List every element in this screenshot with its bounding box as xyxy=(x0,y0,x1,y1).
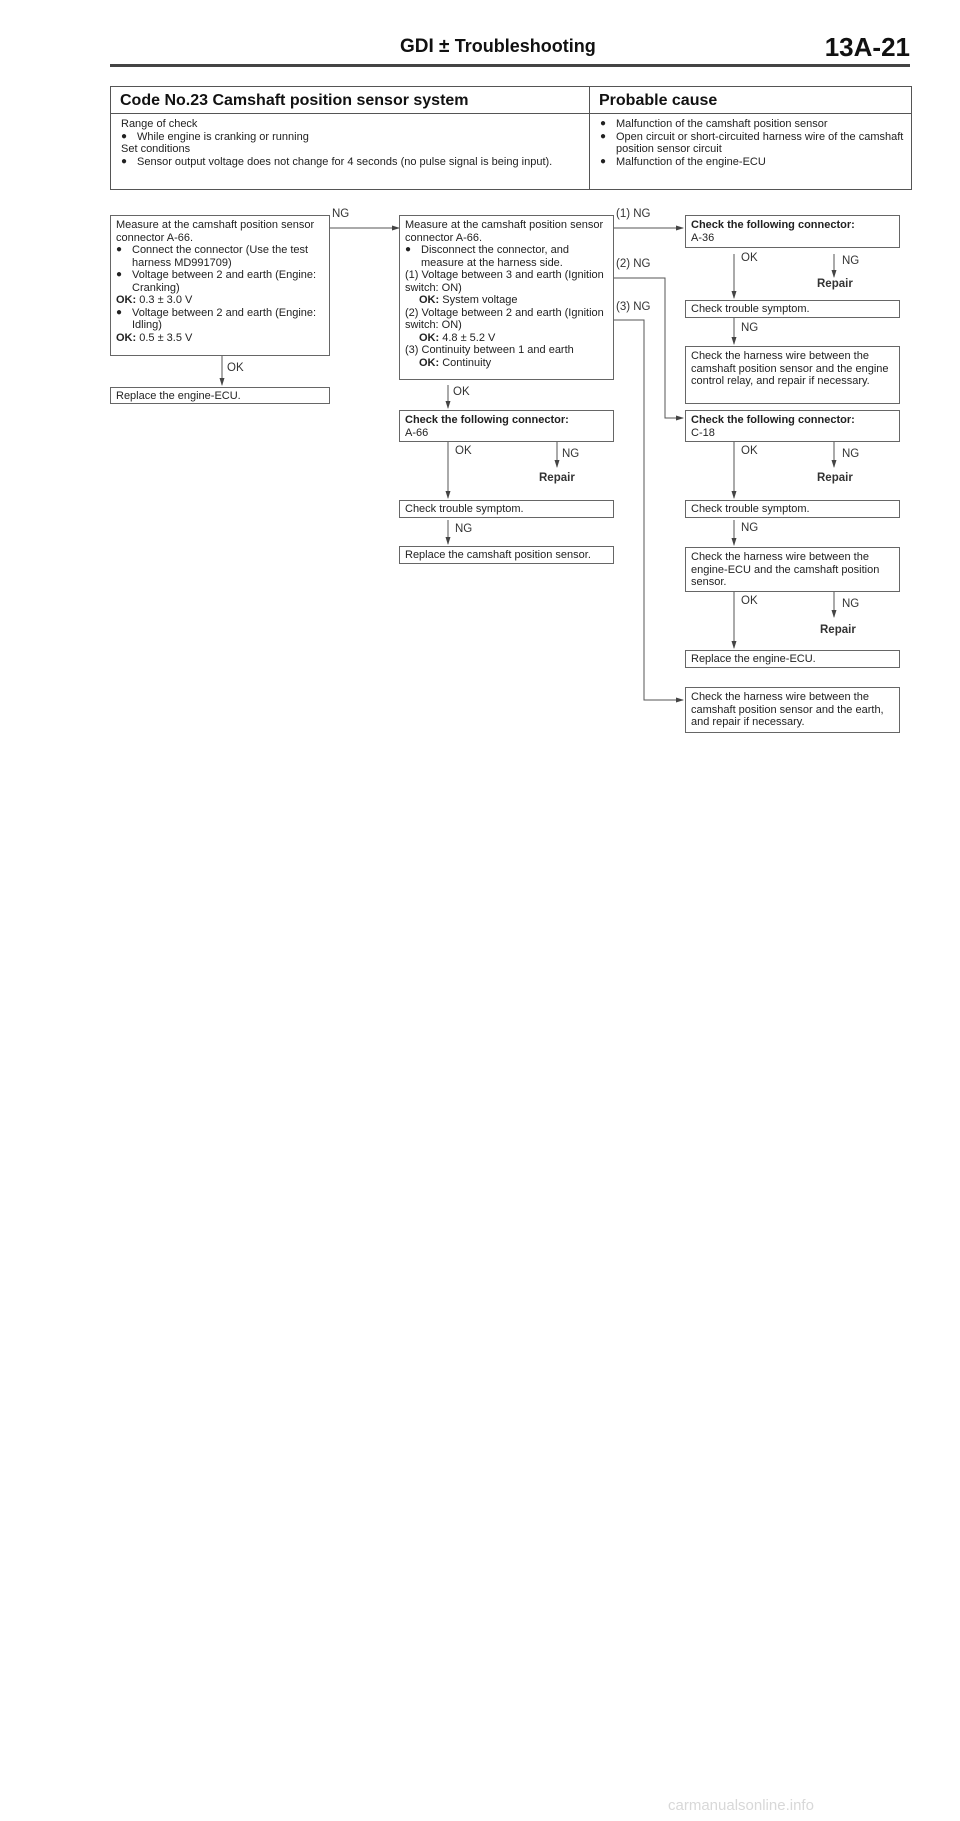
step1-bullet: ● Voltage between 2 and earth (Engine: Cranking) xyxy=(116,269,324,294)
ng-label: NG xyxy=(562,448,580,460)
step1-measure-box xyxy=(110,215,330,356)
ok-label: OK xyxy=(741,595,758,607)
cause-item: ● Malfunction of the camshaft position sensor xyxy=(600,118,905,131)
connector-c18-box xyxy=(685,410,900,442)
ng-label: NG xyxy=(455,523,473,535)
step1-bullet: ● Voltage between 2 and earth (Engine: Idling) xyxy=(116,307,324,332)
step1-ok1: 0.3 ± 3.0 V xyxy=(139,294,193,306)
step1-ok2: 0.5 ± 3.5 V xyxy=(139,331,193,344)
step2-item-1: (1) Voltage between 3 and earth (Ignition switch: ON) xyxy=(405,269,604,294)
ng1-label: (1) NG xyxy=(616,208,651,220)
ok-label: OK: xyxy=(116,294,137,306)
step2-item-3: (3) Continuity between 1 and earth xyxy=(405,344,574,356)
ng-label: NG xyxy=(842,255,860,267)
ok-label: OK: xyxy=(419,331,440,344)
step1-replace-ecu-box: Replace the engine-ECU. xyxy=(110,387,330,404)
connector-title: Check the following connector: xyxy=(405,414,569,426)
trouble-symptom-a-box: Check trouble symptom. xyxy=(399,500,614,518)
connector-title: Check the following connector: xyxy=(691,219,855,231)
connector-code: C-18 xyxy=(691,426,715,439)
repair-label: Repair xyxy=(820,624,856,636)
trouble-symptom-b-box: Check trouble symptom. xyxy=(685,300,900,318)
ng3-label: (3) NG xyxy=(616,301,651,313)
ng2-label: (2) NG xyxy=(616,258,651,270)
repair-label: Repair xyxy=(817,278,853,290)
step2-measure-box xyxy=(399,215,614,380)
replace-sensor-box: Replace the camshaft position sensor. xyxy=(399,546,614,564)
connector-title: Check the following connector: xyxy=(691,414,855,426)
range-item: ● While engine is cranking or running xyxy=(121,131,583,144)
range-label: Range of check xyxy=(121,118,198,130)
cause-heading: Probable cause xyxy=(590,87,911,114)
step2-ok1: System voltage xyxy=(442,294,518,306)
harness-ecu-box: Check the harness wire between the engine-ECU and the camshaft position sensor. xyxy=(685,547,900,592)
step2-ok3: Continuity xyxy=(442,356,492,369)
ng-label: NG xyxy=(842,598,860,610)
ok-label: OK: xyxy=(419,294,440,306)
step2-intro: Measure at the camshaft position sensor connector A-66. xyxy=(405,219,604,244)
connector-a66-box xyxy=(399,410,614,442)
ok-label: OK xyxy=(455,445,472,457)
ng-label: NG xyxy=(741,322,759,334)
step2-bullet: ● Disconnect the connector, and measure at the harness side. xyxy=(405,244,608,269)
ok-label: OK: xyxy=(419,356,440,369)
connector-code: A-36 xyxy=(691,231,715,244)
ok-label: OK: xyxy=(116,331,137,344)
ok-label: OK xyxy=(741,445,758,457)
repair-label: Repair xyxy=(539,472,575,484)
replace-ecu-2-box: Replace the engine-ECU. xyxy=(685,650,900,668)
connector-code: A-66 xyxy=(405,426,429,439)
header-title-prefix: GDI ± xyxy=(400,36,450,57)
set-label: Set conditions xyxy=(121,143,191,155)
ok-label: OK xyxy=(741,252,758,264)
header-title-sub: Troubleshooting xyxy=(454,36,596,56)
code-heading: Code No.23 Camshaft position sensor system xyxy=(111,87,589,114)
harness-earth-box: Check the harness wire between the camshaft position sensor and the earth, and repair if necessary. xyxy=(685,687,900,733)
cause-item: ● Malfunction of the engine-ECU xyxy=(600,156,905,169)
step2-item-2: (2) Voltage between 2 and earth (Ignition switch: ON) xyxy=(405,306,604,331)
repair-label: Repair xyxy=(817,472,853,484)
watermark: carmanualsonline.info xyxy=(668,1797,814,1814)
ng-label: NG xyxy=(842,448,860,460)
step1-bullet: ● Connect the connector (Use the test harness MD991709) xyxy=(116,244,324,269)
ok-label: OK xyxy=(227,362,244,374)
set-item: ● Sensor output voltage does not change for 4 seconds (no pulse signal is being input). xyxy=(121,156,583,169)
ok-label: OK xyxy=(453,386,470,398)
ng-label: NG xyxy=(332,208,350,220)
ng-label: NG xyxy=(741,522,759,534)
cause-item: ● Open circuit or short-circuited harness wire of the camshaft position sensor circuit xyxy=(600,131,905,156)
trouble-symptom-c-box: Check trouble symptom. xyxy=(685,500,900,518)
step2-ok2: 4.8 ± 5.2 V xyxy=(442,331,496,344)
step1-intro: Measure at the camshaft position sensor connector A-66. xyxy=(116,219,315,244)
page-number: 13A-21 xyxy=(824,32,910,62)
harness-relay-box: Check the harness wire between the camshaft position sensor and the engine control relay, and repair if necessary. xyxy=(685,346,900,404)
connector-a36-box xyxy=(685,215,900,248)
